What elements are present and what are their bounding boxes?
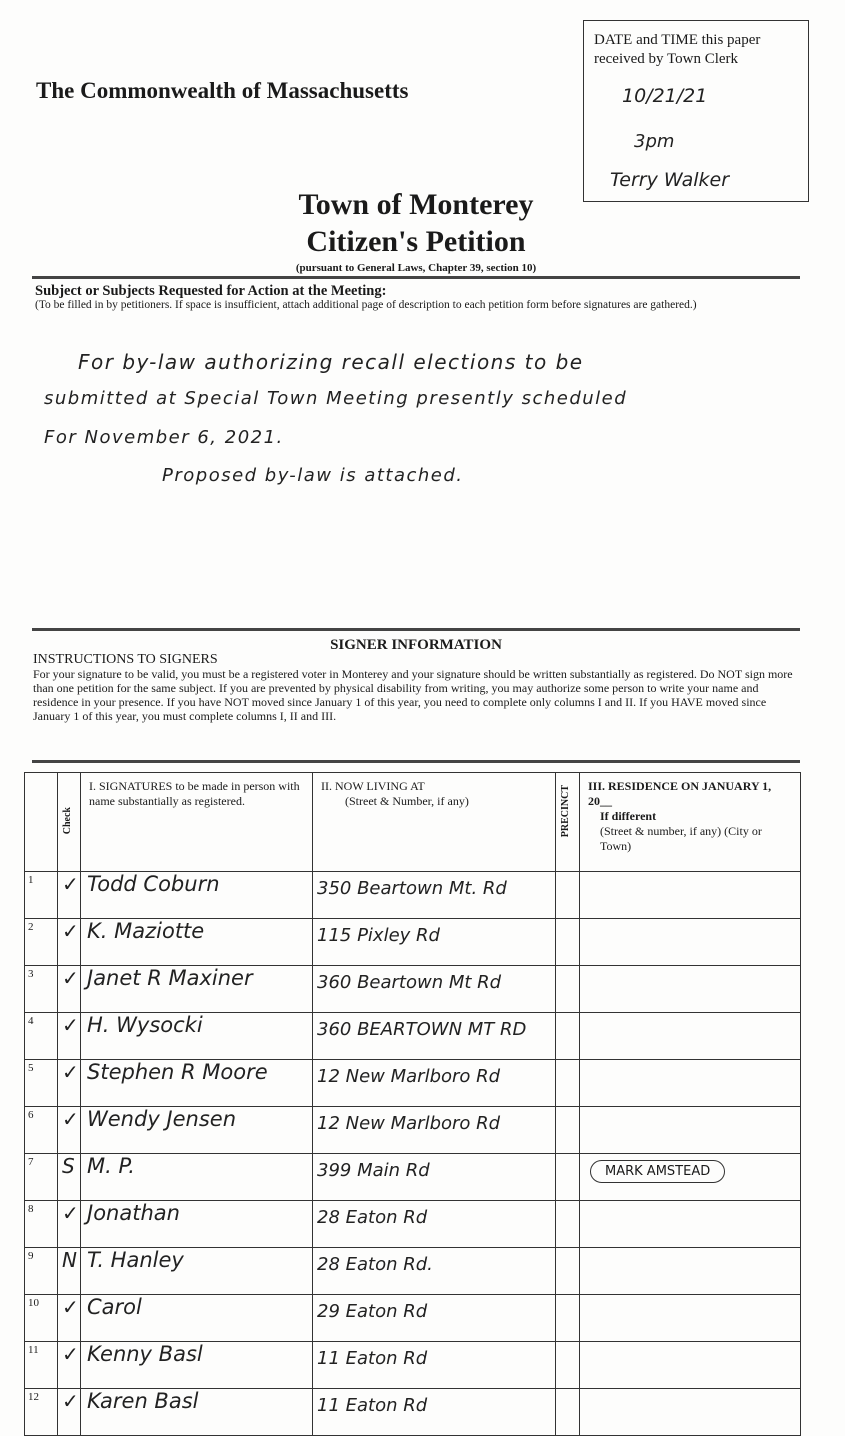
- table-row: [25, 1389, 801, 1436]
- signatures-header: I. SIGNATURES to be made in person with name substantially as registered.: [81, 773, 313, 872]
- row-number: 1: [25, 872, 58, 919]
- check-mark: S: [58, 1154, 81, 1201]
- check-mark: ✓: [58, 966, 81, 1013]
- now-living-sub: (Street & Number, if any): [345, 794, 469, 808]
- document-title: [0, 186, 832, 260]
- signature: Karen Basl: [81, 1389, 313, 1436]
- signature-table: [24, 772, 801, 1436]
- subject-line: For November 6, 2021.: [44, 427, 284, 448]
- signature: Wendy Jensen: [81, 1107, 313, 1154]
- address: 28 Eaton Rd: [313, 1201, 556, 1248]
- petition-title: Citizen's Petition: [306, 225, 526, 258]
- check-mark: ✓: [58, 1295, 81, 1342]
- residence-cell: [580, 1060, 801, 1107]
- clerk-box-label: DATE and TIME this paper received by Town Clerk: [594, 32, 761, 67]
- row-number: 12: [25, 1389, 58, 1436]
- pursuant-note: (pursuant to General Laws, Chapter 39, section 10): [295, 262, 537, 274]
- check-mark: ✓: [58, 872, 81, 919]
- subject-line: Proposed by-law is attached.: [162, 465, 464, 486]
- residence-cell: [580, 1342, 801, 1389]
- instructions-text: For your signature to be valid, you must be a registered voter in Monterey and your signature should be written substantially as registered. Do NOT sign more than one petition for the same subject. If you are prevented by physical disability from writing, you may authorize some person to write your name and residence in your presence. If you have NOT moved since January 1 of this year, you need to complete only columns I and II. If you HAVE moved since January 1 of this year, you must complete columns I, II and III.: [33, 667, 793, 723]
- residence-header: [580, 773, 801, 872]
- row-number: 9: [25, 1248, 58, 1295]
- signature: M. P.: [81, 1154, 313, 1201]
- address: 350 Beartown Mt. Rd: [313, 872, 556, 919]
- row-number: 5: [25, 1060, 58, 1107]
- address: 12 New Marlboro Rd: [313, 1107, 556, 1154]
- address: 12 New Marlboro Rd: [313, 1060, 556, 1107]
- divider: [32, 276, 800, 279]
- table-row: [25, 872, 801, 919]
- divider: [32, 628, 800, 631]
- residence-text: MARK AMSTEAD: [590, 1160, 725, 1183]
- residence-cell: [580, 872, 801, 919]
- residence-cell: [580, 919, 801, 966]
- precinct-cell: [556, 1342, 580, 1389]
- commonwealth-heading: The Commonwealth of Massachusetts: [36, 78, 409, 103]
- row-number: 2: [25, 919, 58, 966]
- check-mark: N: [58, 1248, 81, 1295]
- table-row: [25, 1060, 801, 1107]
- residence-cell: [580, 966, 801, 1013]
- row-number: 7: [25, 1154, 58, 1201]
- precinct-header: [556, 773, 580, 872]
- town-name: Town of Monterey: [298, 188, 534, 221]
- precinct-cell: [556, 1013, 580, 1060]
- check-mark: ✓: [58, 1107, 81, 1154]
- now-living-header: [313, 773, 556, 872]
- signature: K. Maziotte: [81, 919, 313, 966]
- table-row: [25, 919, 801, 966]
- subject-note: (To be filled in by petitioners. If space is insufficient, attach additional page of description to each petition form before signatures are gathered.): [35, 299, 697, 311]
- row-number: 4: [25, 1013, 58, 1060]
- signature: Todd Coburn: [81, 872, 313, 919]
- residence-cell: [580, 1107, 801, 1154]
- instructions-heading: INSTRUCTIONS TO SIGNERS: [33, 652, 218, 667]
- subject-line: For by-law authorizing recall elections to be: [78, 350, 584, 374]
- signature: Carol: [81, 1295, 313, 1342]
- address: 28 Eaton Rd.: [313, 1248, 556, 1295]
- address: 11 Eaton Rd: [313, 1389, 556, 1436]
- check-mark: ✓: [58, 1389, 81, 1436]
- check-mark: ✓: [58, 919, 81, 966]
- residence-cell: [580, 1295, 801, 1342]
- received-time: 3pm: [634, 131, 675, 152]
- table-row: [25, 1201, 801, 1248]
- check-header-label: Check: [62, 807, 73, 835]
- table-row: [25, 1013, 801, 1060]
- signature: T. Hanley: [81, 1248, 313, 1295]
- divider: [32, 760, 800, 763]
- precinct-label: PRECINCT: [560, 785, 571, 838]
- row-number: 8: [25, 1201, 58, 1248]
- residence-cell: [580, 1248, 801, 1295]
- row-number: 10: [25, 1295, 58, 1342]
- signer-info-heading: SIGNER INFORMATION: [330, 637, 502, 653]
- residence-if: If different: [600, 809, 657, 823]
- check-mark: ✓: [58, 1060, 81, 1107]
- check-mark: ✓: [58, 1342, 81, 1389]
- address: 399 Main Rd: [313, 1154, 556, 1201]
- table-row: [25, 1248, 801, 1295]
- address: 29 Eaton Rd: [313, 1295, 556, 1342]
- address: 115 Pixley Rd: [313, 919, 556, 966]
- clerk-receipt-box: [583, 20, 809, 202]
- precinct-cell: [556, 919, 580, 966]
- subject-line: submitted at Special Town Meeting presently scheduled: [44, 388, 628, 409]
- check-header: [58, 773, 81, 872]
- precinct-cell: [556, 1389, 580, 1436]
- precinct-cell: [556, 966, 580, 1013]
- address: 360 Beartown Mt Rd: [313, 966, 556, 1013]
- address: 360 BEARTOWN MT RD: [313, 1013, 556, 1060]
- now-living-label: II. NOW LIVING AT: [321, 779, 425, 793]
- table-row: [25, 1342, 801, 1389]
- row-number: 6: [25, 1107, 58, 1154]
- clerk-signature: Terry Walker: [610, 169, 730, 191]
- check-mark: ✓: [58, 1201, 81, 1248]
- signature: H. Wysocki: [81, 1013, 313, 1060]
- address: 11 Eaton Rd: [313, 1342, 556, 1389]
- precinct-cell: [556, 1248, 580, 1295]
- row-number: 11: [25, 1342, 58, 1389]
- signature: Kenny Basl: [81, 1342, 313, 1389]
- signature: Jonathan: [81, 1201, 313, 1248]
- subject-heading: Subject or Subjects Requested for Action at the Meeting:: [35, 283, 387, 299]
- residence-cell: [580, 1201, 801, 1248]
- residence-sub: (Street & number, if any) (City or Town): [600, 824, 762, 853]
- precinct-cell: [556, 1201, 580, 1248]
- precinct-cell: [556, 1107, 580, 1154]
- residence-cell: [580, 1389, 801, 1436]
- table-row: [25, 1154, 801, 1201]
- table-row: [25, 966, 801, 1013]
- row-number: 3: [25, 966, 58, 1013]
- residence-cell: [580, 1154, 801, 1201]
- received-date: 10/21/21: [622, 85, 708, 107]
- precinct-cell: [556, 1295, 580, 1342]
- check-mark: ✓: [58, 1013, 81, 1060]
- table-row: [25, 1107, 801, 1154]
- residence-cell: [580, 1013, 801, 1060]
- number-header: [25, 773, 58, 872]
- table-row: [25, 1295, 801, 1342]
- precinct-cell: [556, 872, 580, 919]
- signature: Stephen R Moore: [81, 1060, 313, 1107]
- precinct-cell: [556, 1060, 580, 1107]
- precinct-cell: [556, 1154, 580, 1201]
- residence-label: III. RESIDENCE ON JANUARY 1, 20__: [588, 779, 772, 808]
- signature: Janet R Maxiner: [81, 966, 313, 1013]
